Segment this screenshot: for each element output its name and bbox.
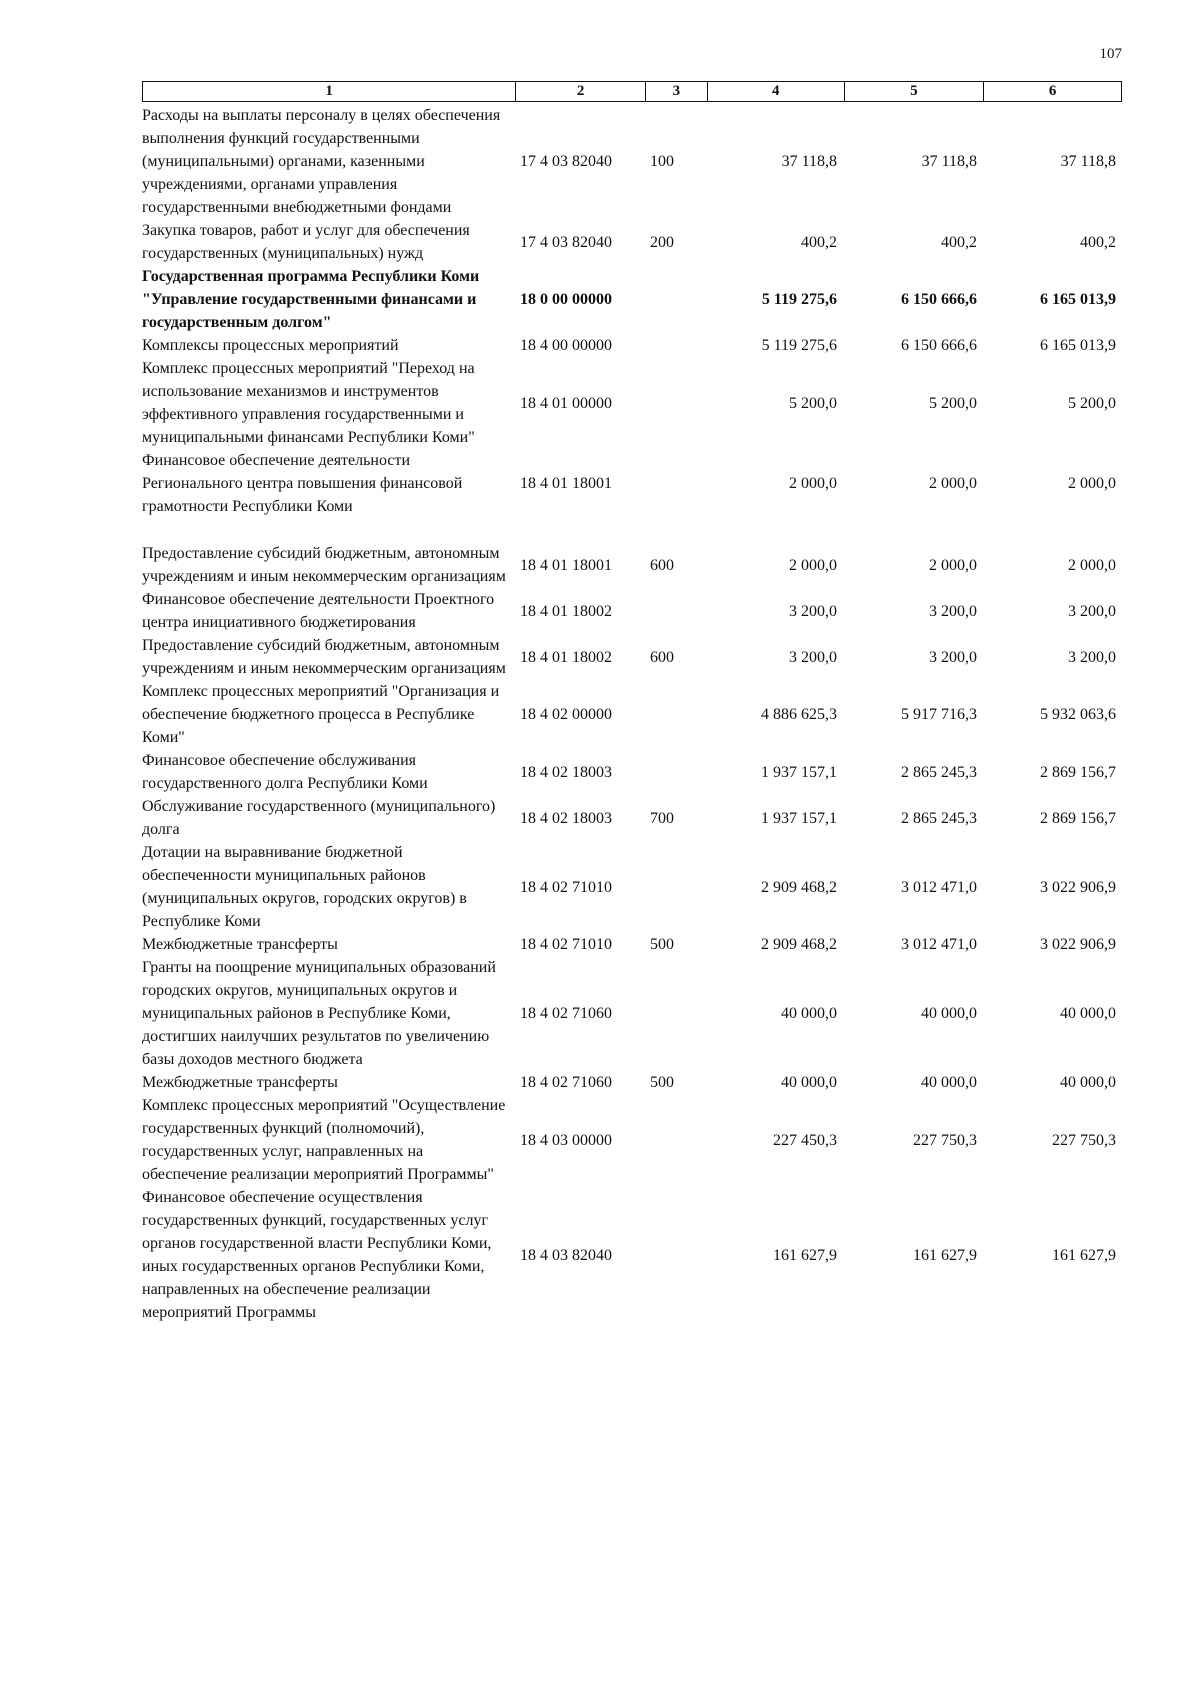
table-row (142, 933, 1122, 956)
row-expense-type: 100 (650, 153, 674, 170)
row-value-col4: 5 119 275,6 (761, 291, 837, 308)
table-row (142, 449, 1122, 518)
row-value-col4: 3 200,0 (789, 648, 837, 666)
row-code: 18 4 03 00000 (520, 1131, 612, 1149)
row-value-col4: 2 000,0 (789, 475, 837, 492)
row-value-col6: 2 869 156,7 (1040, 763, 1116, 781)
column-header-2: 2 (516, 82, 646, 101)
row-expense-type: 500 (650, 936, 674, 953)
row-value-col4: 1 937 157,1 (761, 763, 837, 781)
column-header-5: 5 (845, 82, 985, 101)
budget-table-body (142, 104, 1122, 1324)
row-value-col5: 37 118,8 (921, 153, 977, 170)
row-name: Комплексы процессных мероприятий (142, 337, 399, 354)
row-value-col4: 161 627,9 (773, 1246, 837, 1264)
row-value-col6: 161 627,9 (1052, 1246, 1116, 1264)
row-name: Дотации на выравнивание бюджетной обеспеченности муниципальных районов (муниципальных округов, городских округов) в Республике Коми (142, 844, 467, 930)
row-value-col5: 161 627,9 (913, 1246, 977, 1264)
row-value-col6: 3 022 906,9 (1040, 878, 1116, 896)
row-value-col5: 2 865 245,3 (901, 809, 977, 827)
row-name: Гранты на поощрение муниципальных образований городских округов, муниципальных округов и муниципальных районов в Республике Коми, достигших наилучших результатов по увеличению базы доходов местного бюджета (142, 959, 496, 1068)
row-value-col5: 6 150 666,6 (901, 291, 977, 308)
row-value-col5: 6 150 666,6 (901, 337, 977, 354)
row-value-col6: 2 000,0 (1068, 556, 1116, 574)
row-value-col6: 3 022 906,9 (1040, 936, 1116, 953)
row-code: 18 4 02 71010 (520, 936, 612, 953)
row-value-col4: 40 000,0 (781, 1074, 837, 1091)
row-expense-type: 500 (650, 1074, 674, 1091)
column-header-1: 1 (143, 82, 516, 101)
table-row (142, 588, 1122, 634)
row-code: 17 4 03 82040 (520, 153, 612, 170)
table-row (142, 749, 1122, 795)
row-value-col5: 40 000,0 (921, 1005, 977, 1022)
row-name: Предоставление субсидий бюджетным, автономным учреждениям и иным некоммерческим организациям (142, 637, 506, 677)
table-row (142, 219, 1122, 265)
row-value-col4: 227 450,3 (773, 1131, 837, 1149)
row-value-col6: 6 165 013,9 (1040, 291, 1116, 308)
table-row (142, 841, 1122, 933)
row-value-col5: 2 000,0 (929, 556, 977, 574)
row-value-col6: 400,2 (1080, 233, 1116, 251)
row-name: Комплекс процессных мероприятий "Переход на использование механизмов и инструментов эффективного управления государственными и муниципальными финансами Республики Коми" (142, 360, 475, 446)
row-value-col5: 40 000,0 (921, 1074, 977, 1091)
row-value-col4: 2 909 468,2 (761, 936, 837, 953)
row-value-col5: 3 200,0 (929, 602, 977, 620)
row-name: Закупка товаров, работ и услуг для обеспечения государственных (муниципальных) нужд (142, 222, 470, 262)
row-value-col6: 227 750,3 (1052, 1131, 1116, 1149)
table-row (142, 104, 1122, 219)
row-expense-type: 600 (650, 648, 674, 666)
table-row (142, 795, 1122, 841)
row-name: Предоставление субсидий бюджетным, автономным учреждениям и иным некоммерческим организациям (142, 545, 506, 585)
table-header (142, 81, 1122, 102)
row-value-col4: 400,2 (801, 233, 837, 251)
row-code: 18 4 02 18003 (520, 763, 612, 781)
row-value-col6: 2 869 156,7 (1040, 809, 1116, 827)
row-value-col5: 400,2 (941, 233, 977, 251)
row-value-col6: 37 118,8 (1060, 153, 1116, 170)
row-code: 18 4 01 18002 (520, 602, 612, 620)
row-name: Обслуживание государственного (муниципального) долга (142, 798, 496, 838)
row-name: Комплекс процессных мероприятий "Организация и обеспечение бюджетного процесса в Республике Коми" (142, 683, 500, 746)
row-value-col6: 40 000,0 (1060, 1074, 1116, 1091)
row-code: 18 4 00 00000 (520, 337, 612, 354)
row-value-col5: 5 200,0 (929, 394, 977, 412)
table-row (142, 1094, 1122, 1186)
row-expense-type: 700 (650, 809, 674, 827)
row-value-col4: 3 200,0 (789, 602, 837, 620)
row-code: 17 4 03 82040 (520, 233, 612, 251)
row-expense-type: 200 (650, 233, 674, 251)
row-code: 18 4 01 18002 (520, 648, 612, 666)
row-name: Финансовое обеспечение деятельности Регионального центра повышения финансовой грамотности Республики Коми (142, 452, 463, 515)
row-name: Финансовое обеспечение осуществления государственных функций, государственных услуг органов государственной власти Республики Коми, иных государственных органов Республики Коми, направленных на обеспечение реализации мероприятий Программы (142, 1189, 492, 1321)
table-row (142, 956, 1122, 1071)
table-row (142, 634, 1122, 680)
row-spacer (142, 518, 1122, 542)
row-code: 18 4 03 82040 (520, 1246, 612, 1264)
row-value-col5: 227 750,3 (913, 1131, 977, 1149)
row-name: Государственная программа Республики Коми "Управление государственными финансами и государственным долгом" (142, 268, 480, 331)
table-row (142, 680, 1122, 749)
row-name: Финансовое обеспечение деятельности Проектного центра инициативного бюджетирования (142, 591, 495, 631)
table-row (142, 542, 1122, 588)
row-value-col4: 5 119 275,6 (761, 337, 837, 354)
row-value-col4: 1 937 157,1 (761, 809, 837, 827)
row-value-col6: 6 165 013,9 (1040, 337, 1116, 354)
row-value-col6: 5 200,0 (1068, 394, 1116, 412)
row-value-col5: 3 200,0 (929, 648, 977, 666)
row-code: 18 4 02 18003 (520, 809, 612, 827)
row-code: 18 4 02 71060 (520, 1074, 612, 1091)
row-name: Финансовое обеспечение обслуживания государственного долга Республики Коми (142, 752, 428, 792)
row-expense-type: 600 (650, 556, 674, 574)
column-header-4: 4 (708, 82, 845, 101)
row-value-col6: 3 200,0 (1068, 602, 1116, 620)
row-value-col5: 2 000,0 (929, 475, 977, 492)
row-code: 18 4 01 00000 (520, 394, 612, 412)
table-row (142, 265, 1122, 334)
table-row (142, 357, 1122, 449)
row-value-col6: 5 932 063,6 (1040, 706, 1116, 723)
row-code: 18 4 02 71010 (520, 878, 612, 896)
row-value-col5: 5 917 716,3 (901, 706, 977, 723)
row-value-col4: 37 118,8 (781, 153, 837, 170)
table-row (142, 1186, 1122, 1324)
row-code: 18 4 02 00000 (520, 706, 612, 723)
row-value-col4: 5 200,0 (789, 394, 837, 412)
row-code: 18 4 02 71060 (520, 1005, 612, 1022)
row-name: Межбюджетные трансферты (142, 1074, 338, 1091)
row-name: Межбюджетные трансферты (142, 936, 338, 953)
row-code: 18 0 00 00000 (520, 291, 612, 308)
row-value-col5: 2 865 245,3 (901, 763, 977, 781)
row-value-col4: 4 886 625,3 (761, 706, 837, 723)
row-value-col6: 3 200,0 (1068, 648, 1116, 666)
row-value-col4: 40 000,0 (781, 1005, 837, 1022)
row-value-col5: 3 012 471,0 (901, 878, 977, 896)
row-code: 18 4 01 18001 (520, 475, 612, 492)
column-header-6: 6 (1048, 83, 1057, 99)
table-row (142, 334, 1122, 357)
row-value-col6: 2 000,0 (1068, 475, 1116, 492)
row-value-col4: 2 000,0 (789, 556, 837, 574)
column-header-3: 3 (646, 82, 708, 101)
row-name: Расходы на выплаты персоналу в целях обеспечения выполнения функций государственными (муниципальными) органами, казенными учреждениями, органами управления государственными внебюджетными фондами (142, 107, 501, 216)
row-value-col6: 40 000,0 (1060, 1005, 1116, 1022)
table-row (142, 1071, 1122, 1094)
row-name: Комплекс процессных мероприятий "Осуществление государственных функций (полномочий), государственных услуг, направленных на обеспечение реализации мероприятий Программы" (142, 1097, 506, 1183)
row-value-col5: 3 012 471,0 (901, 936, 977, 953)
page-number: 107 (1099, 46, 1122, 62)
row-value-col4: 2 909 468,2 (761, 878, 837, 896)
row-code: 18 4 01 18001 (520, 556, 612, 574)
